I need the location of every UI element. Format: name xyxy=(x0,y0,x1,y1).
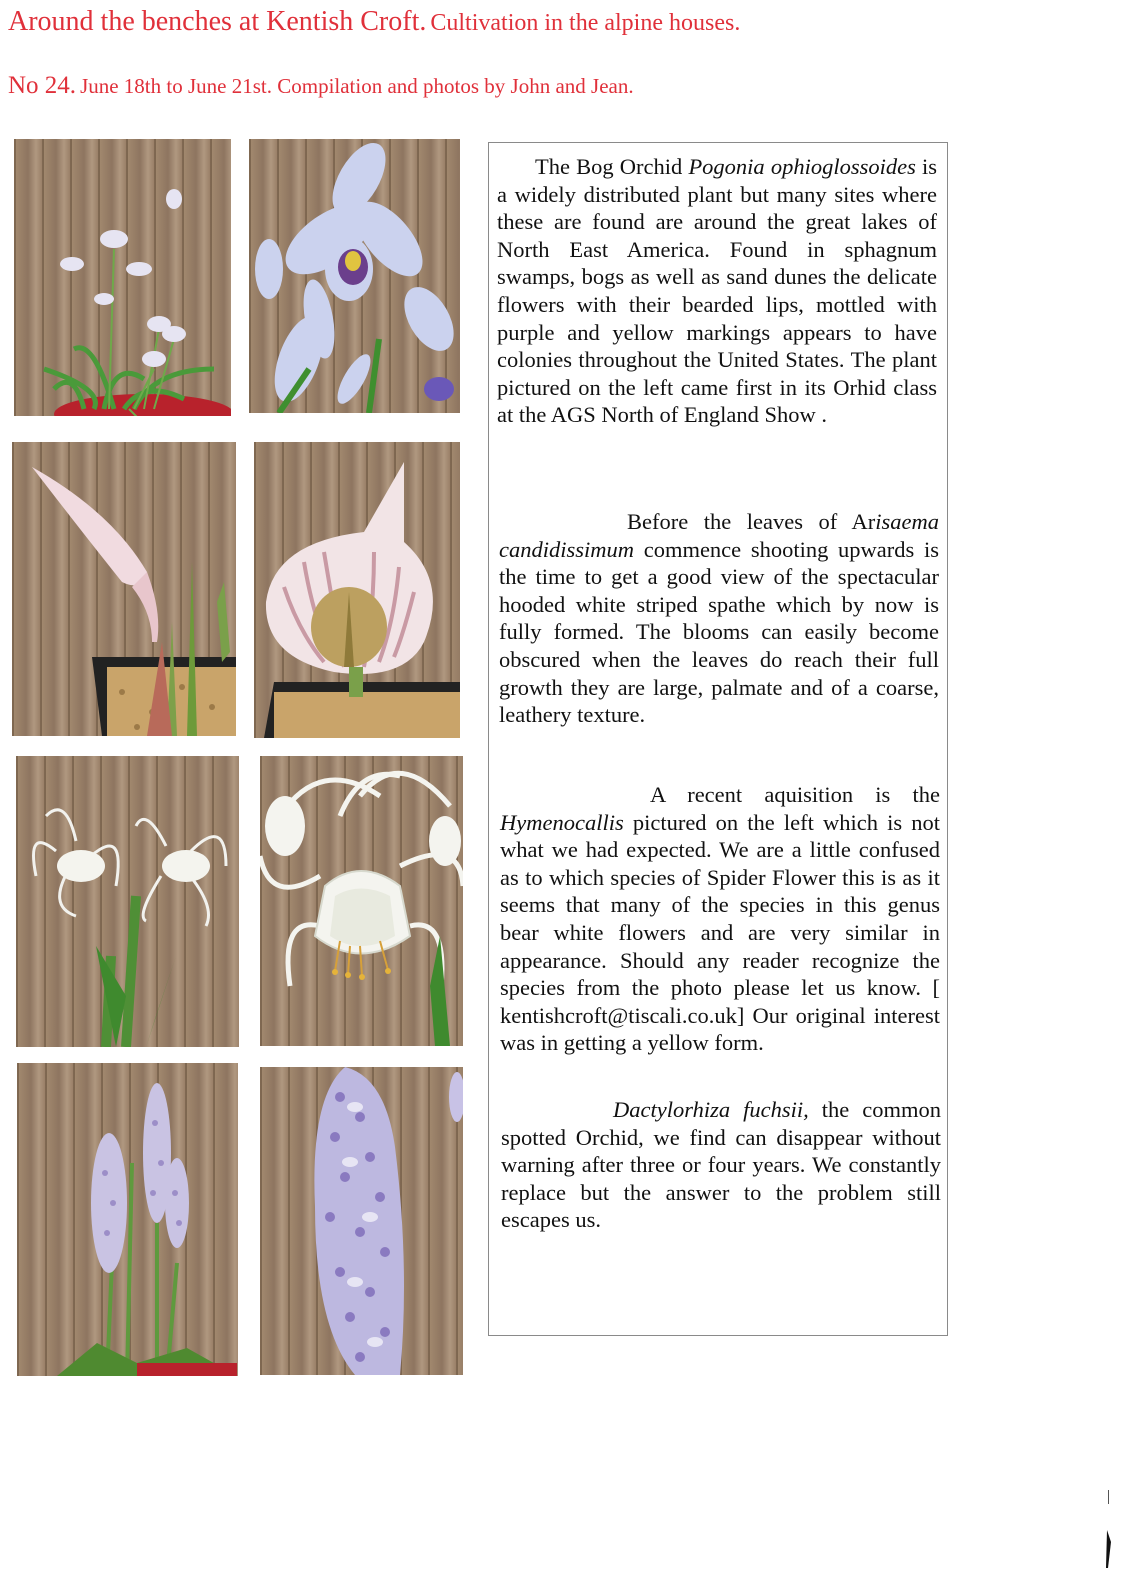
article-arisaema xyxy=(499,508,939,729)
photo-hymenocallis-plant xyxy=(16,756,239,1047)
arisaema-lead: Before the leaves of Ar xyxy=(627,509,876,534)
article-bog-orchid xyxy=(497,153,937,429)
arisaema-species: isaema candidissimum xyxy=(499,509,939,562)
hymenocallis-species: Hymenocallis xyxy=(500,809,624,835)
photo-dactylorhiza-spike xyxy=(260,1067,463,1375)
photo-arisaema-spathe xyxy=(254,442,460,738)
title-main: Around the benches at Kentish Croft. xyxy=(8,6,427,37)
bog-orchid-lead: The Bog Orchid xyxy=(535,154,683,179)
issue-details: June 18th to June 21st. Compilation and photos by John and Jean. xyxy=(80,74,634,98)
hymenocallis-text: pictured on the left which is not what we had expected. We are a little confused as to which species of Spider Flower this is as it seems that many of the species in this genus bear white flowers and are very similar in appearance. Should any reader recognize the species from the photo please let us know. [ kentishcroft@tiscali.co.uk] Our original interest was in getting a yellow form. xyxy=(500,809,940,1056)
hymenocallis-lead: A recent aquisition is the xyxy=(650,782,940,807)
photo-hymenocallis-flower xyxy=(260,756,463,1046)
article-hymenocallis xyxy=(500,781,940,1057)
photo-pogonia-closeup xyxy=(249,139,460,413)
photo-pogonia-plant xyxy=(14,139,231,416)
page-title xyxy=(8,6,1108,38)
issue-line xyxy=(8,72,1108,100)
scan-edge-mark xyxy=(1106,1490,1112,1568)
dactylorhiza-species: Dactylorhiza fuchsii, xyxy=(613,1097,809,1122)
title-sub: Cultivation in the alpine houses. xyxy=(430,10,741,36)
photo-arisaema-side xyxy=(12,442,236,736)
bog-orchid-text: is a widely distributed plant but many sites where these are found are around the great lakes of North East America. Found in sphagnum swamps, bogs as well as sand dunes the delicate flowers with their bearded lips, mottled with purple and yellow markings appears to have colonies throughout the United States. The plant pictured on the left came first in its Orhid class at the AGS North of England Show . xyxy=(497,154,938,428)
article-dactylorhiza xyxy=(501,1096,941,1234)
issue-number: No 24. xyxy=(8,72,77,99)
bog-orchid-species: Pogonia ophioglossoides xyxy=(688,154,916,179)
photo-dactylorhiza-plants xyxy=(17,1063,238,1376)
dactylorhiza-text: the common spotted Orchid, we find can disappear without warning after three or four years. We constantly replace but the answer to the problem still escapes us. xyxy=(501,1097,942,1233)
arisaema-text: commence shooting upwards is the time to get a good view of the spectacular hooded white striped spathe which by now is fully formed. The blooms can easily become obscured when the leaves do reach their full growth they are large, palmate and of a coarse, leathery texture. xyxy=(499,536,939,728)
